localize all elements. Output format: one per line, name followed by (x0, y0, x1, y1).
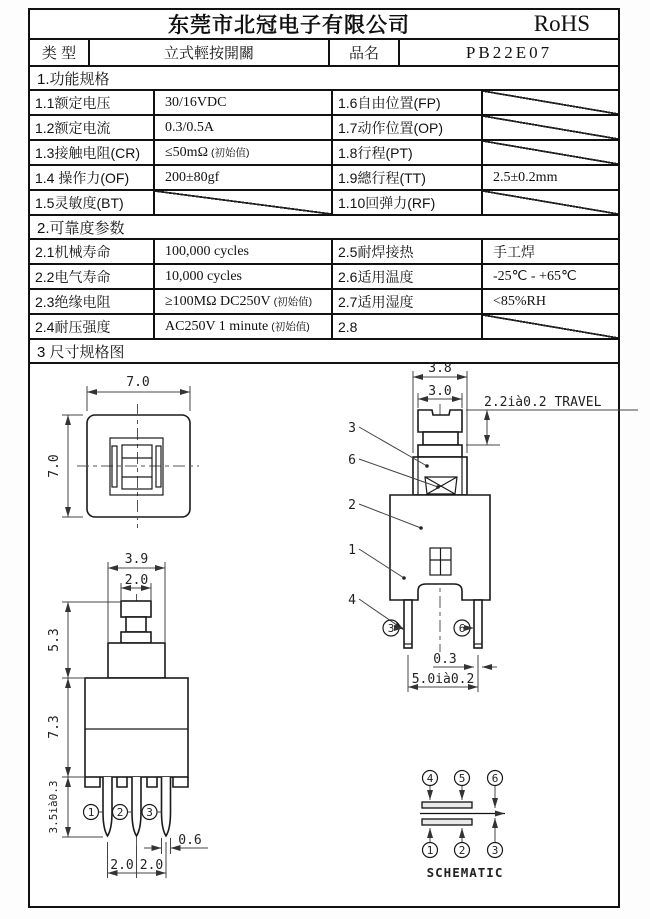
pin-1 (103, 777, 112, 836)
spec-label: 2.6适用温度 (333, 265, 483, 288)
part-label-4: 4 (348, 593, 356, 608)
spec-label: 2.2电气寿命 (30, 265, 155, 288)
section1-title: 1.功能规格 (30, 67, 618, 91)
spec-value: -25℃ - +65℃ (493, 269, 577, 284)
spec-value: AC250V 1 minute (初始值) (155, 315, 333, 338)
spec-label: 1.7动作位置(OP) (333, 116, 483, 139)
schematic-pin-3: 3 (491, 844, 499, 857)
spec-label: 1.1额定电压 (30, 91, 155, 114)
spec-value: 2.5±0.2mm (493, 169, 558, 185)
dim-front-top-width: 3.9 (124, 552, 149, 567)
product-name-label: 品名 (330, 40, 400, 65)
schematic-pin-4: 4 (426, 772, 434, 785)
schematic-pin-1: 1 (426, 844, 434, 857)
spec-label: 1.10回弹力(RF) (333, 191, 483, 214)
spec-label: 1.6自由位置(FP) (333, 91, 483, 114)
section2-title: 2.可靠度参数 (30, 216, 618, 240)
pin-number-2: 2 (116, 806, 124, 819)
dim-pin-thickness: 0.3 (433, 652, 457, 667)
spec-label: 1.5灵敏度(BT) (30, 191, 155, 214)
plunger-cap (121, 601, 151, 617)
switch-body (85, 678, 188, 777)
rohs-mark: RoHS (533, 11, 590, 36)
spec-label: 1.2额定电流 (30, 116, 155, 139)
side-view-drawing (348, 361, 638, 692)
spec-label: 1.9總行程(TT) (333, 166, 483, 189)
side-pin-left (404, 600, 412, 648)
spec-label: 1.8行程(PT) (333, 141, 483, 164)
dim-pin-width: 0.6 (178, 833, 202, 848)
part-label-3: 3 (348, 421, 356, 436)
spec-label: 1.3接触电阻(CR) (30, 141, 155, 164)
schematic-pin-5: 5 (458, 772, 466, 785)
spec-value: 10,000 cycles (155, 265, 333, 288)
part-label-6: 6 (348, 453, 356, 468)
dim-side-top-width: 3.8 (428, 361, 452, 376)
schematic-caption: SCHEMATIC (426, 865, 504, 880)
schematic-pin-2: 2 (458, 844, 466, 857)
contact-bar-bottom (422, 819, 472, 825)
spec-label: 1.4 操作力(OF) (30, 166, 155, 189)
spec-value: 200±80gf (155, 166, 333, 189)
contact-bar-top (422, 802, 472, 808)
spec-label: 2.5耐焊接热 (333, 240, 483, 263)
type-value: 立式輕按開關 (90, 40, 330, 65)
pin-3 (162, 777, 171, 836)
product-name-value: PB22E07 (465, 42, 553, 62)
company-name: 东莞市北冠电子有限公司 (168, 14, 410, 37)
dim-pin-length: 3.5ià0.3 (47, 780, 60, 834)
spec-value: ≤50mΩ (初始值) (155, 141, 333, 164)
dim-side-cap-width: 3.0 (428, 384, 452, 399)
stem-housing (108, 643, 165, 678)
side-pin-number-3: 3 (387, 622, 395, 635)
top-view-drawing (47, 375, 199, 528)
pin-number-1: 1 (87, 806, 95, 819)
dim-pitch-right: 2.0 (139, 858, 164, 873)
spec-label: 2.7适用湿度 (333, 290, 483, 313)
type-label: 类 型 (30, 40, 90, 65)
pin-2 (132, 777, 141, 836)
part-label-1: 1 (348, 543, 356, 558)
spec-value: ≥100MΩ DC250V (初始值) (155, 290, 333, 313)
schematic-pin-6: 6 (491, 772, 499, 785)
dim-pitch-left: 2.0 (110, 858, 134, 873)
spec-value: <85%RH (493, 293, 547, 309)
spec-label: 2.3绝缘电阻 (30, 290, 155, 313)
section3-title: 3 尺寸规格图 (30, 340, 618, 364)
dim-travel: 2.2ià0.2 TRAVEL (484, 395, 602, 410)
spec-label: 2.4耐压强度 (30, 315, 155, 338)
dim-front-cap-width: 2.0 (124, 573, 149, 588)
dim-top-height: 7.0 (47, 454, 62, 478)
dim-top-width: 7.0 (126, 375, 150, 390)
side-pin-number-6: 6 (458, 622, 466, 635)
spec-value: 手工焊 (493, 245, 535, 261)
pin-number-3: 3 (146, 806, 153, 819)
spec-value: 30/16VDC (155, 91, 333, 114)
part-label-2: 2 (348, 498, 356, 513)
side-pin-right (474, 600, 482, 648)
front-view-drawing (47, 552, 208, 878)
spec-label: 2.1机械寿命 (30, 240, 155, 263)
dim-stem-height: 5.3 (47, 628, 62, 652)
dim-pin-span: 5.0ià0.2 (411, 672, 475, 687)
spec-value: 0.3/0.5A (155, 116, 333, 139)
spec-label: 2.8 (333, 315, 483, 338)
dim-body-height: 7.3 (47, 715, 62, 739)
schematic-drawing (420, 771, 505, 881)
spec-value: 100,000 cycles (155, 240, 333, 263)
